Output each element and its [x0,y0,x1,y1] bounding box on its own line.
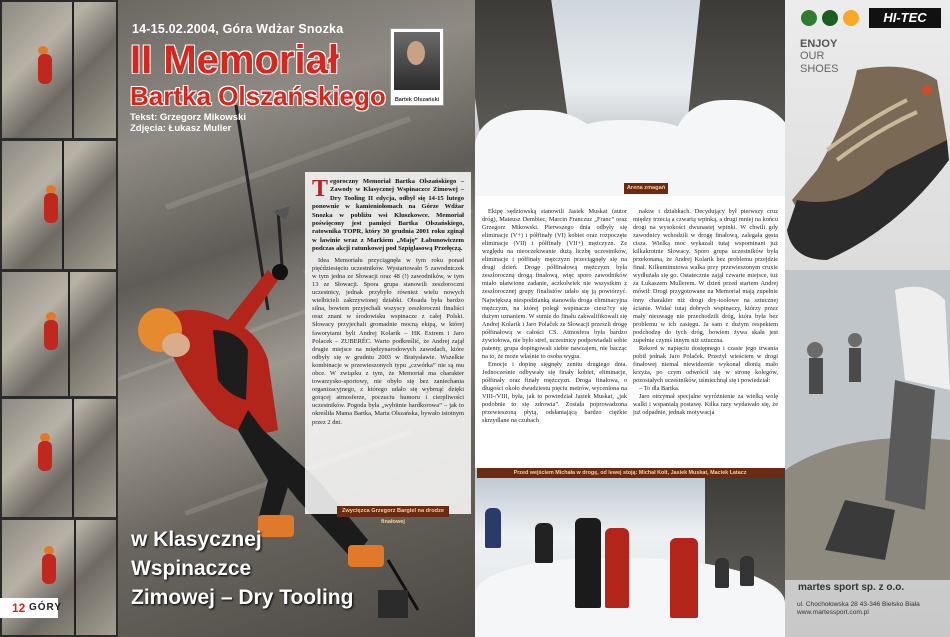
distributor-name: martes sport sp. z o.o. [798,582,905,593]
article-subtitle [131,525,353,612]
group-photo-caption: Przed wejściem Michała w drogę, od lewej stoją: Michał Kolt, Jasiek Muskat, Maciek Latacz [477,468,783,478]
subtitle-line: w Klasycznej [131,528,262,551]
group-photo [475,468,785,637]
drop-cap: T [312,176,329,202]
subtitle-line: Zimowej – Dry Tooling [131,586,354,609]
paragraph: – To dla Bartka. [639,385,680,393]
distributor-address [797,601,947,617]
brand-dot-icon [822,10,838,26]
thumbnail-photo [2,2,116,138]
ad-slogan: ENJOY [800,38,838,50]
credits [130,112,246,134]
intro-body: Idea Memoriału przyciągnęła w tym roku ponad pięćdziesięciu uczestników. Wystartowało 5 zawodniczek w tym jedna ze Słowacji oraz 48 (!) zawodników, w tym 13 ze Słowacji. Spora grupa stanowili zeszłoroczni uczestnicy, jednak przybyło również wielu nowych wielbicieli zakrzywionej dziabki. Obsada była bardzo silna, bowiem przyjechali wszyscy zeszłoroczni finaliści oraz znani w środowisku wspinacze z całej Polski. Słowacy przyjechali gromadnie mocną ekipą, w której faworytami byli Andrej Kolarik – HK Extrem i Jaro Polacek – ZUBERÉC. Warto podkreślić, że Andrej zajął drugie miejsce na międzynarodowych zawodach, które odbyły się w grudniu 2003 w Bratysławie. Wszelkie kombinacje w przewieszonych typu „czwórka” nie są mu obce. W związku z tym, że Memoriał ma charakter towarzysko-sportowy, nie obyło się bez zaniechania organizacyjnego, z którego udało się wybrnąć dzięki gorącej atmosferze, poczuciu humoru i cierpliwości uczestników. Pogoda była „wybitnie hardkorowa” – jak to określiła Mama Bartka, Marta Olszańska, bywało istotnym przez 2 dni. [312,256,464,426]
page-number: 12 [12,601,26,615]
article-column-2 [633,208,778,458]
section-name: GÓRY [29,602,63,613]
boot-illustration [787,60,949,270]
paragraph: nakiw i dziabkach. Decydujący był pierwszy cruz między trzecią a czwartą wpinką, a drugi mniej na końcu drogi na wysokości dwunastej wpinki. W chwili gdy zawodnicy wchodzili w drogę finałową, zalegała gęsta cisza. Wielką moc wykazali tutaj wspominani już kilkakrotnie Słowacy. Sporo grupa uczestników była przekonana, że Andrej Kolarik bez problemu przejdzie finał. Kilkuminutowa walka przy przewieszonym cruxie wydłużała się go. Ostatecznie zajął czwarte miejsce, tuż za Łukaszem Mullerem. W dzień przed startem Andrej mówił: Drogi przygotowane na Memoriał mają zupełnie inny charakter niż drogi dry-toolowe na sztucznej ścianie. Widać tutaj dobrych wspinaczy, którzy przez mały nieuwagę nie przechodzili dróg, która była bez problemu w ich zasięgu. Ja sam z dużym respektem podchodzę do tych dróg, bowiem żywa skała jest zupełnie czymś innym niż sztuczna. [633,208,778,344]
event-date-location: 14-15.02.2004, Góra Wdżar Snozka [132,22,344,36]
brand-dot-icon [801,10,817,26]
text-credit: Tekst: Grzegorz Mikowski [130,112,246,123]
photo-caption: Zwycięzca Grzegorz Bargiel na drodze finałowej [337,506,449,517]
paragraph: Jaro otrzymał specjalne wyróżnienie za wielką wolę walki i wspaniałą postawę. Kilka razy wydawało się, że już odpadnie, jednak motywacja [633,393,778,417]
subtitle-line: Wspinaczce [131,557,252,580]
brand-dot-icon [843,10,859,26]
article-column-1 [482,208,627,458]
thumbnail-strip [0,0,118,637]
portrait-photo [390,28,444,106]
paragraph: Emocje i dopinę sięgnęły zenitu drugiego dnia. Jednocześnie odbywały się finały kobiet, eliminacje, półfinały oraz finały mężczyzn. Droga finałowa, o długości około dwudziestu pięciu metrów, wyceniona na VIII-/VIII, była, jak to powiedział Jasiek Muskat, „jak podobnie to się zdrowia”. Została poprowadzona przewieszoną płytą, odsłaniającą bardzo ciężkie skrzydlane na czubach [482,360,627,425]
article-title-subline: Bartka Olszańskiego [130,81,386,111]
thumbnail-photo [2,141,116,269]
photo-credit: Zdjęcia: Łukasz Muller [130,123,232,134]
address-line: ul. Chochołowska 28 43-346 Bielsko Biała [797,601,920,608]
thumbnail-photo [2,272,116,396]
ad-slogan: OUR [800,50,825,62]
website-link[interactable]: www.martessport.com.pl [797,609,869,616]
hiker-illustration [785,270,950,580]
intro-text-box [305,172,471,514]
thumbnail-photo [2,399,116,517]
ad-slogan: SHOES [800,63,839,75]
portrait-caption: Bartek Olszański [394,97,440,103]
intro-lead-text: egoroczny Memoriał Bartka Olszańskiego – Zawody w Klasycznej Wspinaczce Zimowej – Dry Tooling II edycja, odbył się 14-15 lutego ponownie w kamieniołomach na Górze Wdżar Snozka w pobliżu wsi Kluszkowce. Memoriał poświęcony jest pamięci Bartka Olszańskiego, ratownika TOPR, który 30 grudnia 2001 roku zginął w lawinie wraz z Markiem „Maję” Łabunowiczem podczas akcji ratunkowej pod Szpiglasową Przełęczą. [312,178,464,253]
paragraph: Rekord w napięciu dostępnego i czasie jego trwania pobił jednak Jaro Polaček. Przeżył wieściem w drogi finałowej niemal niewidzenie wykonał dłonią mało krzyża, po czym odwrócił się w stronę kolegów, pozostałych uczestników, uśmiechnął się i powiedział: [633,344,778,384]
intro-lead [312,178,464,254]
arena-photo [475,0,785,196]
paragraph: Ekipę sędziowską stanowili Jasiek Muskat (autor dróg), Mateusz Dembiec, Marcin Franczuz „Franc” oraz Grzegorz Mikowski. Pierwszego dnia odbyły się eliminacje (V+) i półfinały (VI) kobiet oraz rozpoczęte eliminacje (VII) i półfinały (VII+) mężczyzn. Ze względu na nieoczekiwanie dużą liczbę uczestników, eliminacje i półfinały mężczyzn przeciągnęły się na drugi dzień. Drogę półfinałową mężczyzn była zeszłoroczną drogą finałową, więc sporo zawodników miało ułatwione zadanie, aczkolwiek nie wszystkim z zeszłorocznej grupy finalistów udało się ją powtórzyć. Największą niespodzianką stanowiła droga eliminacyjna mężczyzn, na której poległ wspinacze ciesz?cy się dużym uznaniem. W sumie do finału zakwalifikowali się Andrej Kolarik i Jaro Polaček ze Słowacji przeszli drogę półfinałową w całości CS. Atmosfera była bardzo żywiołowa, nie było stref, uczestnicy podpowiadali sobie patenty, grupa dopingowali siebie nawzajem, nie bacząc na to, że może właśnie to osoba wygra. [482,208,627,360]
brand-logo: HI-TEC [869,8,941,28]
article-title: II Memoriał [130,38,339,82]
arena-photo-caption: Arena zmagań [624,183,668,194]
